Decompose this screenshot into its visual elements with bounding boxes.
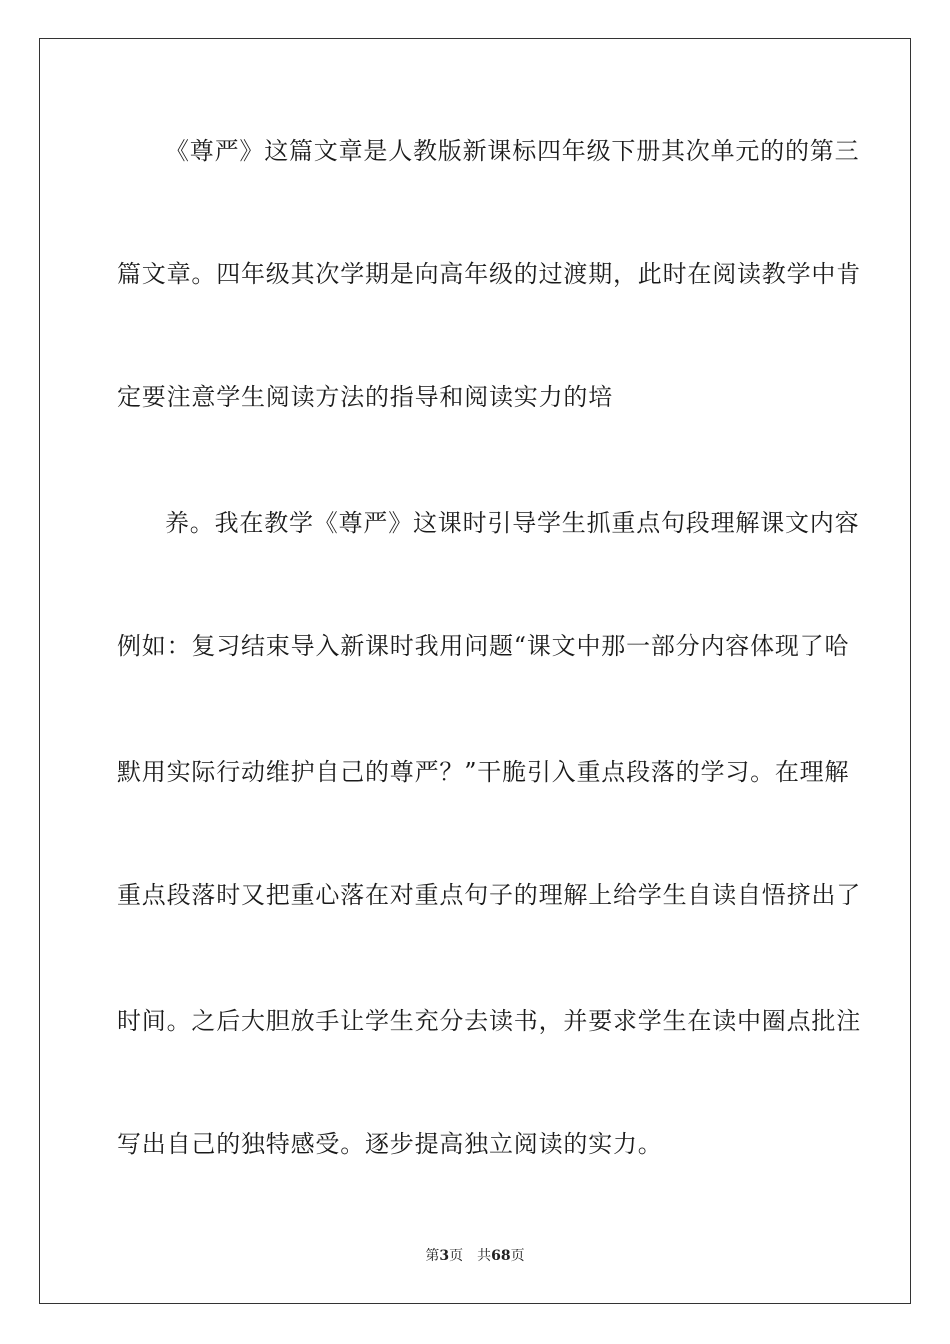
- body-line-3: 定要注意学生阅读方法的指导和阅读实力的培: [117, 383, 613, 411]
- body-line-9: 写出自己的独特感受。逐步提高独立阅读的实力。: [117, 1130, 663, 1158]
- body-line-8: 时间。之后大胆放手让学生充分去读书，并要求学生在读中圈点批注: [117, 1007, 861, 1035]
- footer-page-total: 68: [491, 1248, 511, 1264]
- body-line-6: 默用实际行动维护自己的尊严？”干脆引入重点段落的学习。在理解: [117, 758, 850, 786]
- body-line-4: 养。我在教学《尊严》这课时引导学生抓重点句段理解课文内容: [165, 509, 860, 537]
- page-footer: [0, 1246, 950, 1266]
- footer-page-current: 3: [439, 1248, 450, 1264]
- page-frame: [39, 38, 911, 1304]
- footer-page-prefix: 第: [425, 1248, 440, 1264]
- footer-total-prefix: 共: [477, 1248, 492, 1264]
- body-line-7: 重点段落时又把重心落在对重点句子的理解上给学生自读自悟挤出了: [117, 881, 861, 909]
- body-line-2: 篇文章。四年级其次学期是向高年级的过渡期，此时在阅读教学中肯: [117, 260, 861, 288]
- body-line-5: 例如：复习结束导入新课时我用问题“课文中那一部分内容体现了哈: [117, 632, 850, 660]
- footer-page-suffix: 页: [449, 1248, 464, 1264]
- footer-total-suffix: 页: [510, 1248, 525, 1264]
- body-line-1: 《尊严》这篇文章是人教版新课标四年级下册其次单元的的第三: [165, 137, 860, 165]
